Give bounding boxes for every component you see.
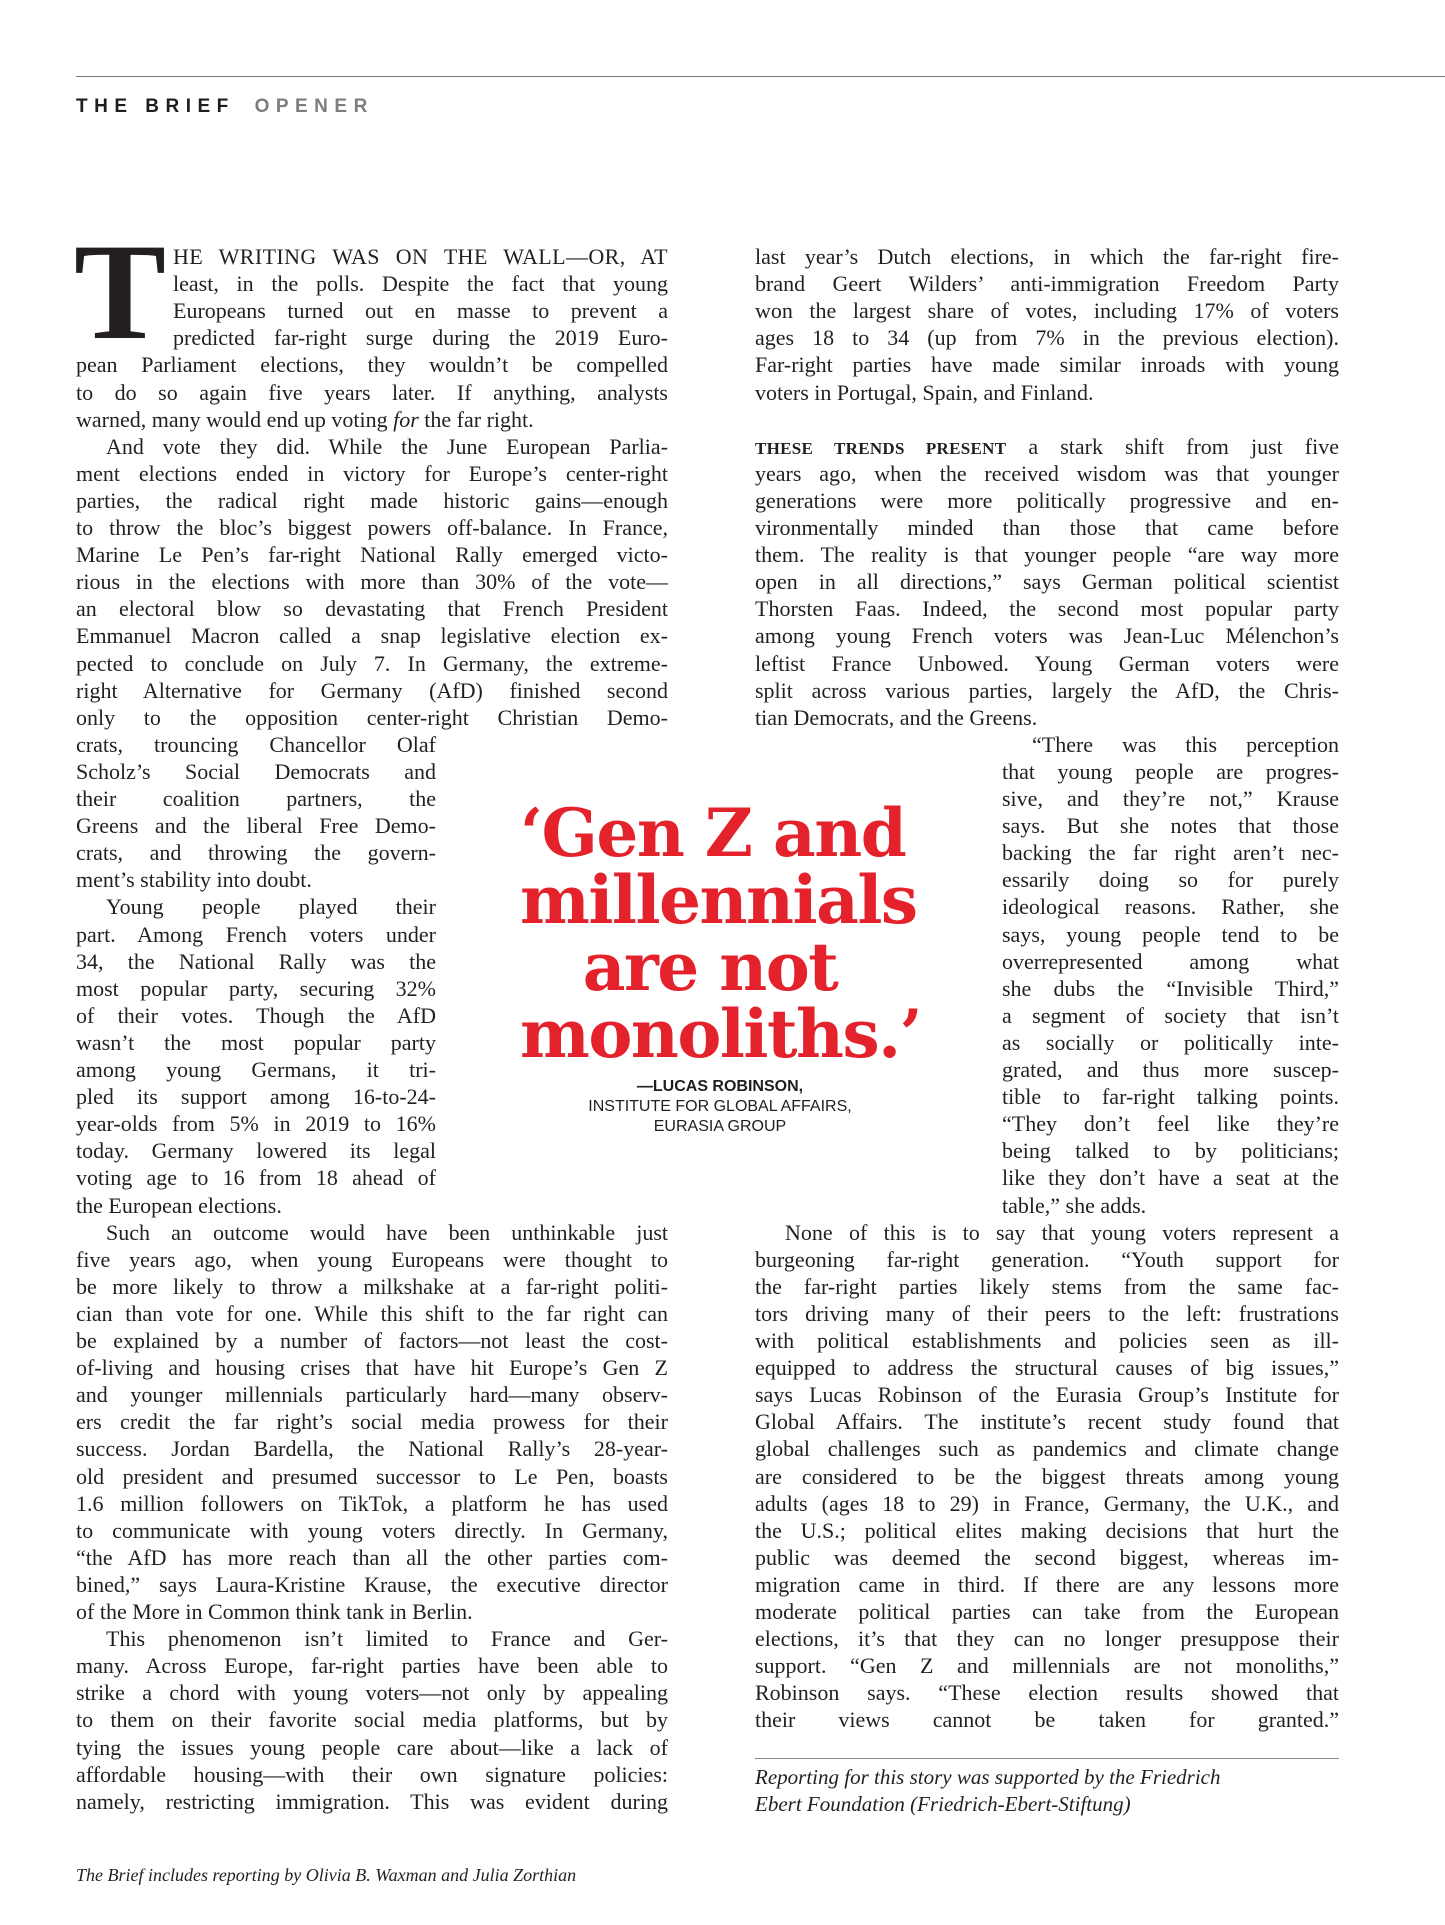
article-line: Scholz’s Social Democrats and <box>76 758 436 784</box>
article-line: like they don’t have a seat at the <box>1002 1165 1339 1191</box>
article-line: of-living and housing crises that have hit Europe’s Gen Z <box>76 1355 668 1381</box>
article-line: of the More in Common think tank in Berlin. <box>76 1599 473 1624</box>
article-line: namely, restricting immigration. This was evident during <box>76 1788 668 1814</box>
article-line: bined,” says Laura-Kristine Krause, the executive director <box>76 1571 668 1597</box>
article-line: moderate political parties can take from the European <box>755 1599 1339 1624</box>
support-note-line: Ebert Foundation (Friedrich-Ebert-Stiftung) <box>755 1792 1131 1816</box>
article-line-text: warned, many would end up voting <box>76 406 394 432</box>
article-line-text: the far right. <box>418 406 534 432</box>
article-line: migration came in third. If there are any lessons more <box>755 1571 1339 1597</box>
article-line: years ago, when the received wisdom was that younger <box>755 460 1339 486</box>
article-line: last year’s Dutch elections, in which the far-right fire- <box>755 244 1339 269</box>
article-line: part. Among French voters under <box>76 921 436 947</box>
article-line: she dubs the “Invisible Third,” <box>1002 975 1339 1001</box>
article-line: rious in the elections with more than 30% of the vote— <box>76 569 668 595</box>
article-line: wasn’t the most popular party <box>76 1029 436 1055</box>
article-line: says Lucas Robinson of the Eurasia Group’s Institute for <box>755 1382 1339 1408</box>
article-line: predicted far-right surge during the 2019 Euro- <box>173 325 668 351</box>
article-line: being talked to by politicians; <box>1002 1138 1339 1164</box>
section-label: THE BRIEF <box>76 96 235 117</box>
article-line: many. Across Europe, far-right parties have been able to <box>76 1653 668 1679</box>
article-line: of their votes. Though the AfD <box>76 1002 436 1028</box>
pull-quote-line: millennials <box>520 861 917 939</box>
article-line: crats, trouncing Chancellor Olaf <box>76 731 436 757</box>
article-line: right Alternative for Germany (AfD) finished second <box>76 677 668 703</box>
article-line: vironmentally minded than those that came before <box>755 515 1339 540</box>
article-line: ment’s stability into doubt. <box>76 867 312 893</box>
article-line: old president and presumed successor to Le Pen, boasts <box>76 1463 668 1489</box>
article-line: to them on their favorite social media platforms, but by <box>76 1707 668 1733</box>
article-line: open in all directions,” says German political scientist <box>755 569 1339 595</box>
article-line: most popular party, securing 32% <box>76 975 436 1001</box>
article-line: says, young people tend to be <box>1002 921 1339 947</box>
article-line: voters in Portugal, Spain, and Finland. <box>755 379 1094 405</box>
top-rule <box>76 76 1445 77</box>
article-line: elections, it’s that they can no longer presuppose their <box>755 1626 1339 1652</box>
article-line: And vote they did. While the June European Parlia- <box>106 433 668 459</box>
article-line: with political establishments and policies seen as ill- <box>755 1328 1339 1353</box>
article-line: backing the far right aren’t nec- <box>1002 840 1339 866</box>
article-line: burgeoning far-right generation. “Youth support for <box>755 1246 1339 1272</box>
article-line: success. Jordan Bardella, the National Rally’s 28-year- <box>76 1436 668 1462</box>
article-line: brand Geert Wilders’ anti-immigration Freedom Party <box>755 271 1339 297</box>
article-line: grated, and thus more suscep- <box>1002 1057 1339 1082</box>
article-line: are considered to be the biggest threats among young <box>755 1463 1339 1489</box>
article-line <box>76 406 668 433</box>
section-header <box>76 96 374 118</box>
article-line: be more likely to throw a milkshake at a far-right politi- <box>76 1273 668 1299</box>
article-line: 1.6 million followers on TikTok, a platform he has used <box>76 1490 668 1516</box>
article-line: “There was this perception <box>1032 731 1339 757</box>
article-line: table,” she adds. <box>1002 1192 1147 1218</box>
article-line: only to the opposition center-right Christian Demo- <box>76 704 668 730</box>
article-line-text: a stark shift from just five <box>1028 433 1339 459</box>
drop-cap: T <box>74 215 167 368</box>
article-line: ers credit the far right’s social media prowess for their <box>76 1409 668 1435</box>
article-line: strike a chord with young voters—not only by appealing <box>76 1680 668 1706</box>
article-line: the far-right parties likely stems from the same fac- <box>755 1273 1339 1299</box>
article-line: tying the issues young people care about—like a lack of <box>76 1734 668 1760</box>
article-line: to communicate with young voters directly. In Germany, <box>76 1517 668 1543</box>
article-line: Marine Le Pen’s far-right National Rally emerged victo- <box>76 542 668 568</box>
article-line: Europeans turned out en masse to prevent a <box>173 298 668 324</box>
article-line: ideological reasons. Rather, she <box>1002 894 1339 920</box>
article-line: least, in the polls. Despite the fact that young <box>173 271 668 297</box>
article-line: tors driving many of their peers to the left: frustrations <box>755 1300 1339 1326</box>
attribution-org: EURASIA GROUP <box>653 1118 787 1135</box>
article-line: split across various parties, largely the AfD, the Chris- <box>755 677 1339 703</box>
article-line: Such an outcome would have been unthinkable just <box>106 1219 668 1245</box>
article-line: to throw the bloc’s biggest powers off-balance. In France, <box>76 515 668 540</box>
article-line: Emmanuel Macron called a snap legislative election ex- <box>76 623 668 649</box>
article-line: them. The reality is that younger people “are way more <box>755 542 1339 568</box>
article-line: won the largest share of votes, including 17% of voters <box>755 298 1339 324</box>
article-line: among young Germans, it tri- <box>76 1057 436 1082</box>
article-line: among young French voters was Jean-Luc Mélenchon’s <box>755 623 1339 649</box>
support-note-line: Reporting for this story was supported by the Friedrich <box>755 1765 1221 1789</box>
pull-quote-line: monoliths.’ <box>520 995 922 1073</box>
article-line: essarily doing so for purely <box>1002 867 1339 893</box>
article-line: a segment of society that isn’t <box>1002 1002 1339 1028</box>
article-line: five years ago, when young Europeans were thought to <box>76 1246 668 1272</box>
article-line: ment elections ended in victory for Europe’s center-right <box>76 460 668 486</box>
article-line: an electoral blow so devastating that French President <box>76 596 668 622</box>
article-line: affordable housing—with their own signature policies: <box>76 1761 668 1787</box>
article-line: pled its support among 16-to-24- <box>76 1084 436 1110</box>
article-line: support. “Gen Z and millennials are not monoliths,” <box>755 1653 1339 1679</box>
article-line: overrepresented among what <box>1002 948 1339 974</box>
article-line: “the AfD has more reach than all the other parties com- <box>76 1544 668 1570</box>
article-line: None of this is to say that young voters represent a <box>785 1219 1339 1245</box>
article-line: Thorsten Faas. Indeed, the second most popular party <box>755 596 1339 622</box>
article-line: Greens and the liberal Free Demo- <box>76 813 436 839</box>
pull-quote <box>520 794 922 1073</box>
article-line: their views cannot be taken for granted.” <box>755 1707 1339 1733</box>
article-line: public was deemed the second biggest, whereas im- <box>755 1544 1339 1570</box>
article-line: Robinson says. “These election results showed that <box>755 1680 1339 1706</box>
article-line: that young people are progres- <box>1002 758 1339 784</box>
article-line: Global Affairs. The institute’s recent study found that <box>755 1409 1339 1435</box>
article-line: the U.S.; political elites making decisions that hurt the <box>755 1517 1339 1543</box>
article-line: pected to conclude on July 7. In Germany, the extreme- <box>76 650 668 676</box>
article-line: generations were more politically progressive and en- <box>755 487 1339 513</box>
pull-quote-attribution <box>540 1077 900 1137</box>
attribution-name: —LUCAS ROBINSON, <box>636 1078 804 1095</box>
article-line: today. Germany lowered its legal <box>76 1138 436 1164</box>
article-line: the European elections. <box>76 1192 282 1218</box>
article-line: ages 18 to 34 (up from 7% in the previous election). <box>755 325 1339 351</box>
article-line: as socially or politically inte- <box>1002 1029 1339 1055</box>
note-divider <box>755 1758 1339 1759</box>
article-line: to do so again five years later. If anything, analysts <box>76 379 668 405</box>
article-line: their coalition partners, the <box>76 786 436 811</box>
article-line: sive, and they’re not,” Krause <box>1002 786 1339 811</box>
article-line: HE WRITING WAS ON THE WALL—OR, AT <box>173 244 668 269</box>
article-line: pean Parliament elections, they wouldn’t be compelled <box>76 352 668 378</box>
subsection-label: OPENER <box>254 96 374 117</box>
pull-quote-line: are not <box>582 928 838 1006</box>
article-line: tible to far-right talking points. <box>1002 1084 1339 1110</box>
article-line: This phenomenon isn’t limited to France and Ger- <box>106 1626 668 1652</box>
article-line: Far-right parties have made similar inroads with young <box>755 352 1339 378</box>
article-line: and younger millennials particularly hard—many observ- <box>76 1382 668 1408</box>
pull-quote-line: ‘Gen Z and <box>520 794 906 872</box>
article-line: 34, the National Rally was the <box>76 948 436 974</box>
emphasis: for <box>393 406 419 432</box>
article-line: leftist France Unbowed. Young German voters were <box>755 650 1339 676</box>
article-line: equipped to address the structural causes of big issues,” <box>755 1355 1339 1381</box>
article-line: Young people played their <box>106 894 436 920</box>
article-line: be explained by a number of factors—not least the cost- <box>76 1328 668 1353</box>
article-line <box>755 433 1339 462</box>
article-line: cian than vote for one. While this shift to the far right can <box>76 1300 668 1326</box>
footer-credit: The Brief includes reporting by Olivia B. Waxman and Julia Zorthian <box>76 1865 577 1885</box>
article-line: tian Democrats, and the Greens. <box>755 704 1038 730</box>
attribution-org: INSTITUTE FOR GLOBAL AFFAIRS, <box>588 1098 852 1115</box>
article-line: “They don’t feel like they’re <box>1002 1111 1339 1137</box>
article-line: adults (ages 18 to 29) in France, Germany, the U.K., and <box>755 1490 1339 1516</box>
article-line: crats, and throwing the govern- <box>76 840 436 866</box>
article-line: voting age to 16 from 18 ahead of <box>76 1165 436 1191</box>
article-line: parties, the radical right made historic gains—enough <box>76 487 668 513</box>
article-line: says. But she notes that those <box>1002 813 1339 839</box>
article-line: year-olds from 5% in 2019 to 16% <box>76 1111 436 1137</box>
article-line: global challenges such as pandemics and climate change <box>755 1436 1339 1462</box>
section-kicker: THESE TRENDS PRESENT <box>755 438 1007 458</box>
